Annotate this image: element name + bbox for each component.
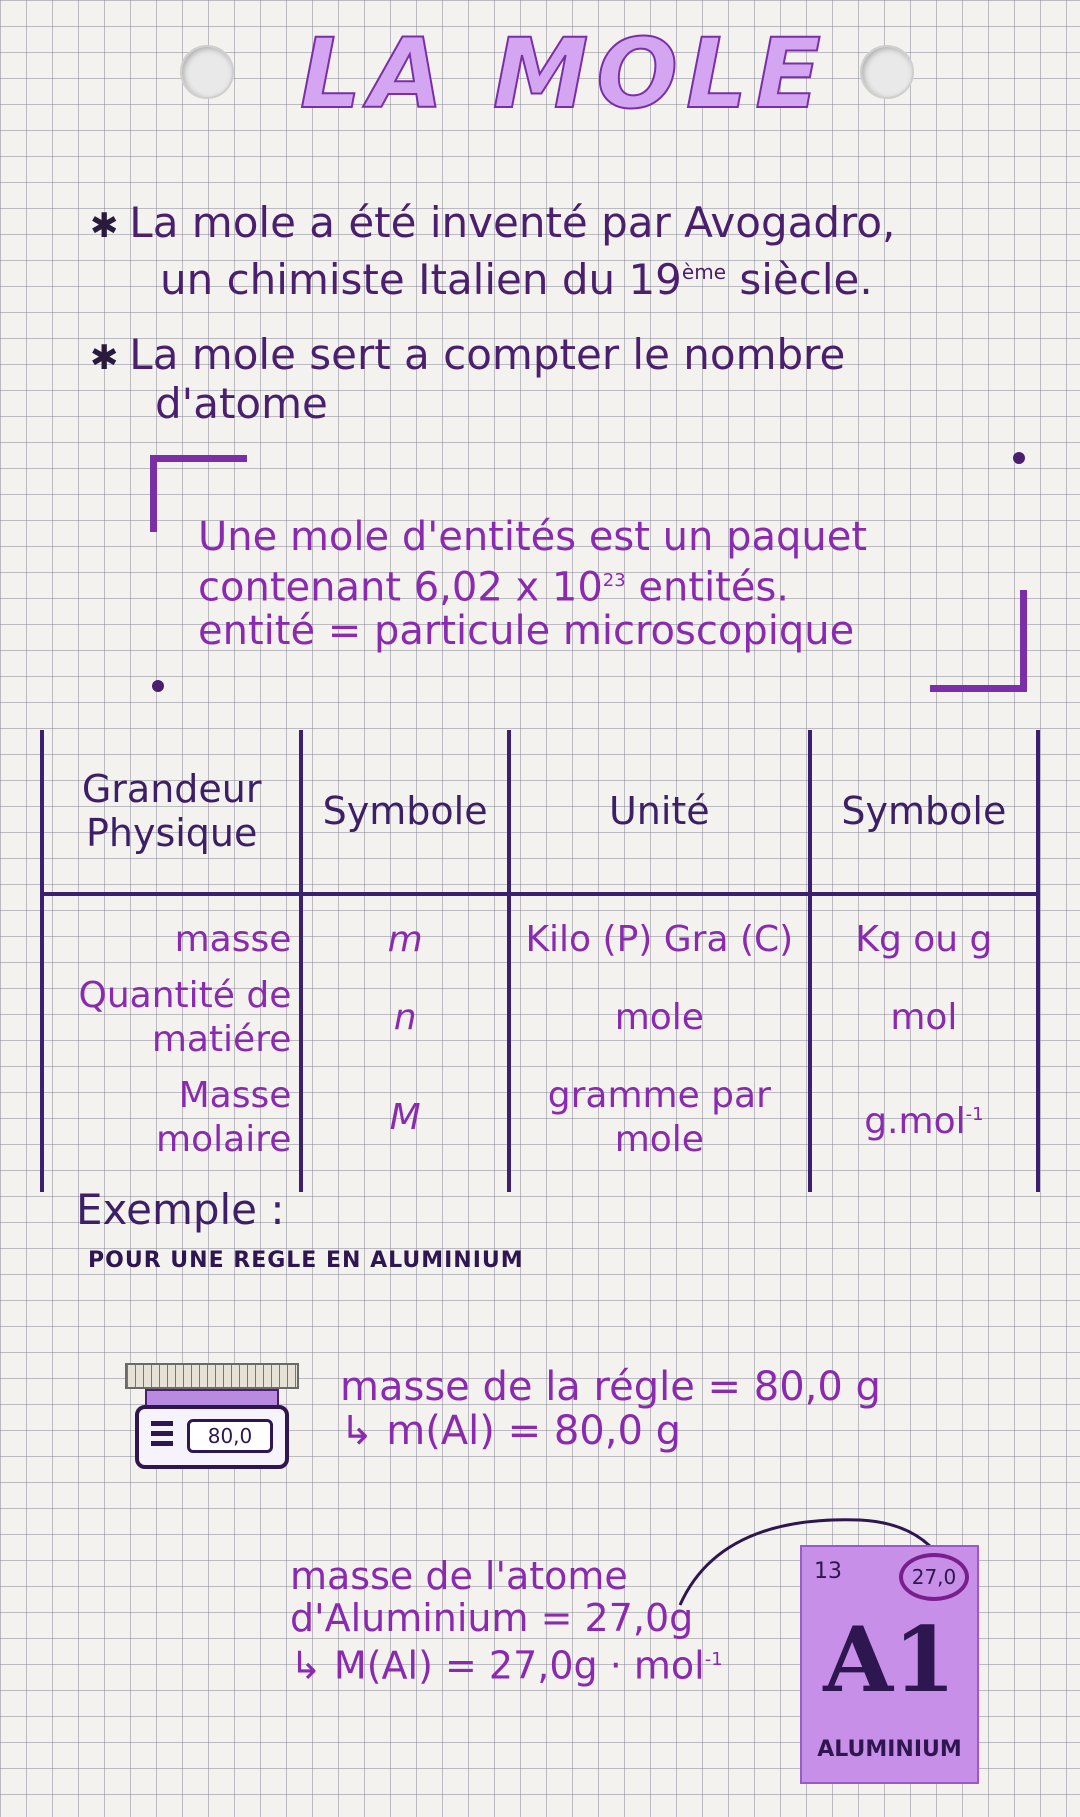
ruler-mass-line-1: masse de la régle = 80,0 g <box>340 1364 881 1410</box>
unit-cell: mole <box>509 968 810 1068</box>
example-title: Exemple : <box>76 1185 285 1234</box>
symbol-cell: m <box>301 894 509 968</box>
grandeur-cell: Masse molaire <box>42 1068 301 1192</box>
scale-body <box>135 1405 289 1469</box>
bullet-counting <box>90 332 1050 427</box>
arrow-icon: ↳ <box>290 1643 334 1688</box>
ruler-icon <box>125 1363 299 1389</box>
definition-line-2 <box>198 559 998 609</box>
decorative-dot <box>1013 452 1025 464</box>
decorative-dot <box>152 680 164 692</box>
unit-symbol-cell: mol <box>810 968 1038 1068</box>
page-title: LA MOLE <box>300 18 829 130</box>
header-grandeur: Grandeur Physique <box>42 730 301 894</box>
arrow-icon: ↳ <box>340 1408 387 1454</box>
atom-mass <box>290 1555 723 1687</box>
atomic-number: 13 <box>814 1559 842 1584</box>
bullet-avogadro <box>90 200 1050 303</box>
bullet-1-line-1: La mole a été inventé par Avogadro, <box>129 198 896 247</box>
atom-mass-exponent: -1 <box>704 1649 723 1670</box>
grandeur-cell: masse <box>42 894 301 968</box>
unit-symbol-exponent: -1 <box>965 1103 984 1125</box>
ruler-mass <box>340 1365 881 1453</box>
avogadro-exponent: 23 <box>602 570 626 591</box>
example-subtitle: POUR UNE REGLE EN ALUMINIUM <box>88 1248 524 1273</box>
molar-mass-circle: 27,0 <box>899 1553 969 1601</box>
atom-mass-line-1: masse de l'atome <box>290 1554 628 1598</box>
element-symbol: A1 <box>823 1607 956 1713</box>
ruler-mass-line-2 <box>340 1409 881 1453</box>
bullet-1-line-2-end: siècle. <box>726 255 873 304</box>
atom-mass-formula: M(Al) = 27,0g · mol <box>333 1643 705 1688</box>
binder-hole-left <box>180 45 234 99</box>
ruler-mass-formula: m(Al) = 80,0 g <box>386 1408 681 1454</box>
unit-symbol-cell: Kg ou g <box>810 894 1038 968</box>
unit-symbol-cell <box>810 1068 1038 1192</box>
bullet-1-superscript: ème <box>681 260 726 284</box>
star-bullet-icon: ✱ <box>90 206 130 246</box>
atom-mass-line-2: d'Aluminium = 27,0g <box>290 1596 694 1640</box>
binder-hole-right <box>860 45 914 99</box>
bullet-2-line-2: d'atome <box>155 379 328 428</box>
quantities-table <box>40 730 1040 1192</box>
bullet-2-line-1: La mole sert a compter le nombre <box>129 330 846 379</box>
star-bullet-icon: ✱ <box>90 338 130 378</box>
mole-definition <box>198 515 998 653</box>
table-row <box>42 1068 1038 1192</box>
grandeur-cell: Quantité de matiére <box>42 968 301 1068</box>
header-unite-symbole: Symbole <box>810 730 1038 894</box>
atom-mass-line-3 <box>290 1639 723 1687</box>
bullet-1-line-2: un chimiste Italien du 19 <box>160 255 682 304</box>
table-row <box>42 968 1038 1068</box>
definition-line-2-end: entités. <box>625 564 790 611</box>
symbol-cell: n <box>301 968 509 1068</box>
header-unite: Unité <box>509 730 810 894</box>
periodic-element-card <box>800 1545 979 1784</box>
element-name: ALUMINIUM <box>817 1737 962 1762</box>
unit-cell: Kilo (P) Gra (C) <box>509 894 810 968</box>
scale-display: 80,0 <box>187 1419 273 1453</box>
scale-buttons-icon <box>151 1421 173 1447</box>
unit-symbol-text: g.mol <box>864 1100 966 1142</box>
unit-cell: gramme par mole <box>509 1068 810 1192</box>
table-row <box>42 894 1038 968</box>
definition-line-2-text: contenant 6,02 x 10 <box>198 564 603 611</box>
scale-drawing <box>125 1363 295 1478</box>
definition-line-3: entité = particule microscopique <box>198 608 855 655</box>
symbol-cell: M <box>301 1068 509 1192</box>
header-symbole: Symbole <box>301 730 509 894</box>
definition-line-1: Une mole d'entités est un paquet <box>198 514 868 560</box>
